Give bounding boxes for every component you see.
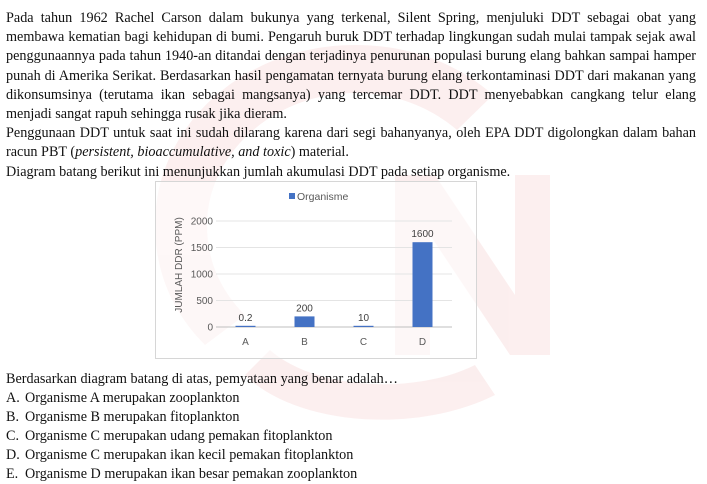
question-stem: Berdasarkan diagram batang di atas, pemyataan yang benar adalah… — [6, 371, 398, 387]
passage — [6, 9, 696, 182]
answer-options — [6, 389, 696, 484]
option-letter: D. — [6, 447, 20, 463]
data-label: 10 — [357, 312, 370, 324]
bar-chart-svg — [156, 182, 476, 358]
data-label: 1600 — [411, 229, 434, 241]
bar-D — [413, 242, 433, 327]
data-label: 0.2 — [238, 312, 253, 324]
option-text: Organisme A merupakan zooplankton — [25, 390, 240, 406]
passage-paragraph-2-start: Penggunaan DDT untuk saat ini sudah dilarang karena dari segi bahanyanya, oleh EPA DDT digolongkan dalam bahan racun PBT ( — [6, 125, 696, 161]
answer-option[interactable] — [6, 465, 696, 484]
question — [6, 370, 696, 484]
option-letter: A. — [6, 390, 20, 406]
option-text: Organisme C merupakan ikan kecil pemakan fitoplankton — [25, 447, 354, 463]
bar-B — [295, 316, 315, 327]
x-tick-label: C — [359, 337, 368, 348]
passage-paragraph-3: Diagram batang berikut ini menunjukkan jumlah akumulasi DDT pada setiap organisme. — [6, 163, 511, 180]
x-tick-label: B — [301, 337, 308, 348]
bar-A — [236, 326, 256, 327]
bar-C — [354, 326, 374, 327]
answer-option[interactable] — [6, 389, 696, 408]
data-label: 200 — [296, 303, 313, 315]
x-tick-label: D — [418, 337, 427, 348]
option-letter: B. — [6, 409, 20, 425]
x-tick-label: A — [242, 337, 249, 348]
option-letter: E. — [6, 466, 19, 482]
pbt-definition: persistent, bioaccumulative, and toxic — [75, 144, 291, 161]
y-axis-label: JUMLAH DDR (PPM) — [174, 217, 185, 313]
option-text: Organisme B merupakan fitoplankton — [25, 409, 240, 425]
passage-paragraph-2-end: ) material. — [290, 144, 349, 161]
option-text: Organisme C merupakan udang pemakan fitoplankton — [25, 428, 333, 444]
answer-option[interactable] — [6, 408, 696, 427]
passage-paragraph-2 — [6, 124, 696, 162]
y-tick-label: 0 — [207, 322, 213, 334]
passage-paragraph-1: Pada tahun 1962 Rachel Carson dalam bukunya yang terkenal, Silent Spring, menjuluki DDT sebagai obat yang membawa kematian bagi kehidupan di bumi. Pengaruh buruk DDT terhadap lingkungan sudah mulai tampak sejak awal penggunaannya pada tahun 1940-an ditandai dengan terjadinya penurunan populasi burung elang bahkan sampai hamper punah di Amerika Serikat. Berdasarkan hasil pengamatan ternyata burung elang terkontaminasi DDT dari makanan yang dikonsumsinya (terutama ikan sebagai mangsanya) yang tercemar DDT. DDT menyebabkan cangkang telur elang menjadi sangat rapuh sehingga rusak jika dieram. — [6, 10, 696, 123]
option-letter: C. — [6, 428, 20, 444]
bar-chart — [155, 181, 477, 359]
y-tick-label: 500 — [196, 296, 213, 307]
y-tick-label: 1500 — [190, 243, 213, 254]
y-tick-label: 1000 — [190, 269, 213, 281]
answer-option[interactable] — [6, 427, 696, 446]
answer-option[interactable] — [6, 446, 696, 465]
legend-label: Organisme — [297, 191, 349, 203]
legend-swatch — [289, 193, 295, 199]
y-tick-label: 2000 — [190, 216, 213, 228]
option-text: Organisme D merupakan ikan besar pemakan zooplankton — [25, 466, 358, 482]
